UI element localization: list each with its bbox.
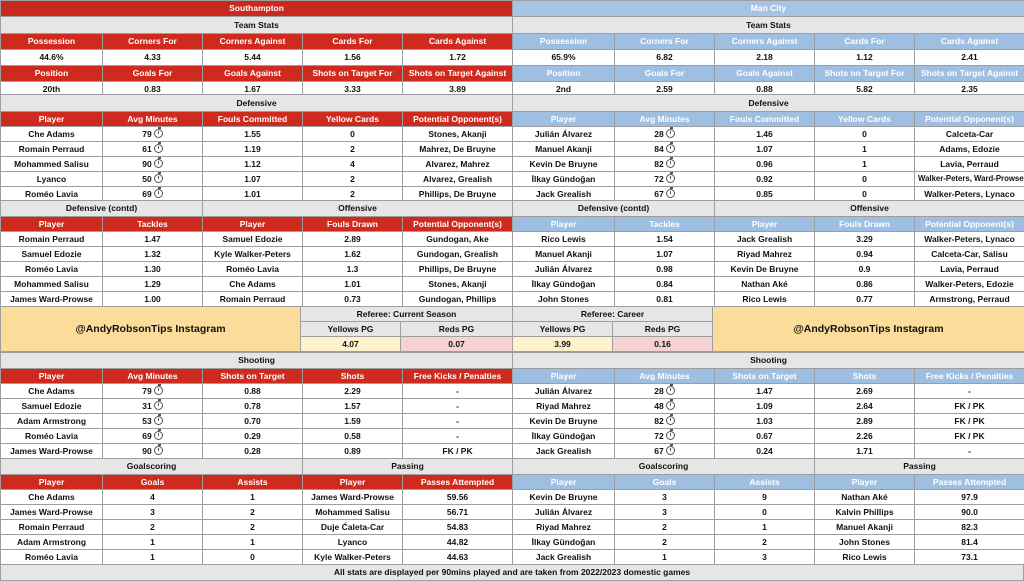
mancity-def-off: [512, 200, 1024, 307]
minutes-cell: 28: [615, 384, 715, 399]
section-title: Team Stats: [1, 17, 513, 34]
table-row: Jack Grealish 67 0.85 0 Walker-Peters, Lynaco: [513, 187, 1024, 202]
table-row: Kevin De Bruyne 82 1.03 2.89 FK / PK: [513, 414, 1024, 429]
minutes-cell: 31: [103, 399, 203, 414]
minutes-cell: 53: [103, 414, 203, 429]
minutes-cell: 48: [615, 399, 715, 414]
stopwatch-icon: [154, 144, 163, 153]
table-row: Jack Grealish 67 0.24 1.71 -: [513, 444, 1024, 459]
stopwatch-icon: [154, 446, 163, 455]
stopwatch-icon: [154, 431, 163, 440]
table-row: Julián Álvarez 3 0 Kalvin Phillips 90.0: [513, 505, 1024, 520]
minutes-cell: 79: [103, 384, 203, 399]
stopwatch-icon: [154, 129, 163, 138]
referee-band: [0, 306, 1024, 352]
section-title: Team Stats: [513, 17, 1024, 34]
minutes-cell: 90: [103, 444, 203, 459]
table-row: Riyad Mahrez 48 1.09 2.64 FK / PK: [513, 399, 1024, 414]
stopwatch-icon: [666, 386, 675, 395]
referee-header-row: Yellows PG Reds PG Yellows PG Reds PG: [1, 322, 1024, 337]
table-row: Julián Álvarez 0.98 Kevin De Bruyne 0.9 Lavia, Perraud: [513, 262, 1024, 277]
section-title: Defensive (contd): [1, 201, 203, 217]
section-title: Defensive: [513, 95, 1024, 112]
table-row: James Ward-Prowse 90 0.28 0.89 FK / PK: [1, 444, 513, 459]
table-row: Roméo Lavia 1.30 Roméo Lavia 1.3 Phillips, De Bruyne: [1, 262, 513, 277]
stopwatch-icon: [666, 159, 675, 168]
header-row: Position Goals For Goals Against Shots on Target For Shots on Target Against: [1, 66, 513, 82]
minutes-cell: 69: [103, 187, 203, 202]
header-row: Player Avg Minutes Shots on Target Shots Free Kicks / Penalties: [513, 369, 1024, 384]
stopwatch-icon: [154, 174, 163, 183]
stopwatch-icon: [666, 416, 675, 425]
table-row: Adam Armstrong 53 0.70 1.59 -: [1, 414, 513, 429]
value-row: 2nd 2.59 0.88 5.82 2.35: [513, 82, 1024, 98]
minutes-cell: 67: [615, 444, 715, 459]
stopwatch-icon: [666, 174, 675, 183]
table-row: Mohammed Salisu 90 1.12 4 Alvarez, Mahrez: [1, 157, 513, 172]
table-row: Che Adams 79 0.88 2.29 -: [1, 384, 513, 399]
section-title: Offensive: [203, 201, 513, 217]
minutes-cell: 79: [103, 127, 203, 142]
table-row: Romain Perraud 2 2 Duje Ćaleta-Car 54.83: [1, 520, 513, 535]
stopwatch-icon: [154, 189, 163, 198]
table-row: İlkay Gündoğan 0.84 Nathan Aké 0.86 Walker-Peters, Edozie: [513, 277, 1024, 292]
stopwatch-icon: [154, 416, 163, 425]
referee-career-title: Referee: Career: [513, 307, 713, 322]
minutes-cell: 72: [615, 172, 715, 187]
header-row: Player Avg Minutes Fouls Committed Yellow Cards Potential Opponent(s): [513, 112, 1024, 127]
header-row: Player Avg Minutes Shots on Target Shots Free Kicks / Penalties: [1, 369, 513, 384]
table-row: Kevin De Bruyne 3 9 Nathan Aké 97.9: [513, 490, 1024, 505]
header-row: Player Tackles Player Fouls Drawn Potential Opponent(s): [1, 217, 513, 232]
footer-note: All stats are displayed per 90mins played and are taken from 2022/2023 domestic games: [1, 565, 1024, 581]
stopwatch-icon: [666, 431, 675, 440]
team-title: Southampton: [1, 1, 513, 17]
header-row: Player Goals Assists Player Passes Attempted: [1, 475, 513, 490]
footer: [0, 564, 1024, 581]
referee-current-title: Referee: Current Season: [301, 307, 513, 322]
table-row: Lyanco 50 1.07 2 Alvarez, Grealish: [1, 172, 513, 187]
header-row: Player Tackles Player Fouls Drawn Potential Opponent(s): [513, 217, 1024, 232]
southampton-team-stats: [0, 0, 513, 98]
stopwatch-icon: [666, 189, 675, 198]
value-row: 44.6% 4.33 5.44 1.56 1.72: [1, 50, 513, 66]
table-row: İlkay Gündoğan 72 0.92 0 Walker-Peters, Ward-Prowse: [513, 172, 1024, 187]
section-title: Defensive (contd): [513, 201, 715, 217]
table-row: Samuel Edozie 31 0.78 1.57 -: [1, 399, 513, 414]
header-row: Possession Corners For Corners Against Cards For Cards Against: [1, 34, 513, 50]
section-title: Goalscoring: [513, 459, 815, 475]
southampton-def-off: [0, 200, 513, 307]
minutes-cell: 82: [615, 157, 715, 172]
header-row: Position Goals For Goals Against Shots on Target For Shots on Target Against: [513, 66, 1024, 82]
table-row: Roméo Lavia 69 0.29 0.58 -: [1, 429, 513, 444]
stopwatch-icon: [666, 144, 675, 153]
minutes-cell: 84: [615, 142, 715, 157]
value-row: 20th 0.83 1.67 3.33 3.89: [1, 82, 513, 98]
table-row: John Stones 0.81 Rico Lewis 0.77 Armstrong, Perraud: [513, 292, 1024, 307]
table-row: İlkay Gündoğan 72 0.67 2.26 FK / PK: [513, 429, 1024, 444]
table-row: Romain Perraud 1.47 Samuel Edozie 2.89 Gundogan, Ake: [1, 232, 513, 247]
team-title: Man City: [513, 1, 1024, 17]
stopwatch-icon: [154, 386, 163, 395]
table-row: Romain Perraud 61 1.19 2 Mahrez, De Bruyne: [1, 142, 513, 157]
minutes-cell: 72: [615, 429, 715, 444]
header-row: Possession Corners For Corners Against Cards For Cards Against: [513, 34, 1024, 50]
minutes-cell: 67: [615, 187, 715, 202]
stopwatch-icon: [666, 446, 675, 455]
section-title: Shooting: [1, 353, 513, 369]
mancity-shooting: [512, 352, 1024, 459]
mancity-team-stats: [512, 0, 1024, 98]
table-row: Manuel Akanji 1.07 Riyad Mahrez 0.94 Calceta-Car, Salisu: [513, 247, 1024, 262]
minutes-cell: 50: [103, 172, 203, 187]
southampton-shooting: [0, 352, 513, 459]
stopwatch-icon: [154, 401, 163, 410]
table-row: Rico Lewis 1.54 Jack Grealish 3.29 Walker-Peters, Lynaco: [513, 232, 1024, 247]
section-title: Defensive: [1, 95, 513, 112]
stopwatch-icon: [154, 159, 163, 168]
instagram-handle-right: @AndyRobsonTips Instagram: [713, 307, 1024, 352]
table-row: Julián Álvarez 28 1.47 2.69 -: [513, 384, 1024, 399]
header-row: Player Avg Minutes Fouls Committed Yellow Cards Potential Opponent(s): [1, 112, 513, 127]
section-title: Shooting: [513, 353, 1024, 369]
table-row: Adam Armstrong 1 1 Lyanco 44.82: [1, 535, 513, 550]
section-title: Offensive: [715, 201, 1024, 217]
table-row: Mohammed Salisu 1.29 Che Adams 1.01 Stones, Akanji: [1, 277, 513, 292]
table-row: Roméo Lavia 1 0 Kyle Walker-Peters 44.63: [1, 550, 513, 565]
table-row: Jack Grealish 1 3 Rico Lewis 73.1: [513, 550, 1024, 565]
stopwatch-icon: [666, 401, 675, 410]
header-row: Player Goals Assists Player Passes Attempted: [513, 475, 1024, 490]
table-row: Julián Álvarez 28 1.46 0 Calceta-Car: [513, 127, 1024, 142]
table-row: Riyad Mahrez 2 1 Manuel Akanji 82.3: [513, 520, 1024, 535]
table-row: İlkay Gündoğan 2 2 John Stones 81.4: [513, 535, 1024, 550]
table-row: James Ward-Prowse 1.00 Romain Perraud 0.73 Gundogan, Phillips: [1, 292, 513, 307]
table-row: Manuel Akanji 84 1.07 1 Adams, Edozie: [513, 142, 1024, 157]
minutes-cell: 90: [103, 157, 203, 172]
stopwatch-icon: [666, 129, 675, 138]
table-row: Samuel Edozie 1.32 Kyle Walker-Peters 1.62 Gundogan, Grealish: [1, 247, 513, 262]
section-title: Passing: [303, 459, 513, 475]
minutes-cell: 28: [615, 127, 715, 142]
mancity-goals-passing: [512, 458, 1024, 565]
southampton-defensive: [0, 94, 513, 202]
table-row: James Ward-Prowse 3 2 Mohammed Salisu 56.71: [1, 505, 513, 520]
instagram-handle-left: @AndyRobsonTips Instagram: [1, 307, 301, 352]
value-row: 65.9% 6.82 2.18 1.12 2.41: [513, 50, 1024, 66]
table-row: Che Adams 79 1.55 0 Stones, Akanji: [1, 127, 513, 142]
table-row: Roméo Lavia 69 1.01 2 Phillips, De Bruyne: [1, 187, 513, 202]
table-row: Che Adams 4 1 James Ward-Prowse 59.56: [1, 490, 513, 505]
mancity-defensive: [512, 94, 1024, 202]
southampton-goals-passing: [0, 458, 513, 565]
minutes-cell: 69: [103, 429, 203, 444]
table-row: Kevin De Bruyne 82 0.96 1 Lavia, Perraud: [513, 157, 1024, 172]
minutes-cell: 61: [103, 142, 203, 157]
section-title: Passing: [815, 459, 1024, 475]
section-title: Goalscoring: [1, 459, 303, 475]
minutes-cell: 82: [615, 414, 715, 429]
referee-value-row: 4.07 0.07 3.99 0.16: [1, 337, 1024, 352]
